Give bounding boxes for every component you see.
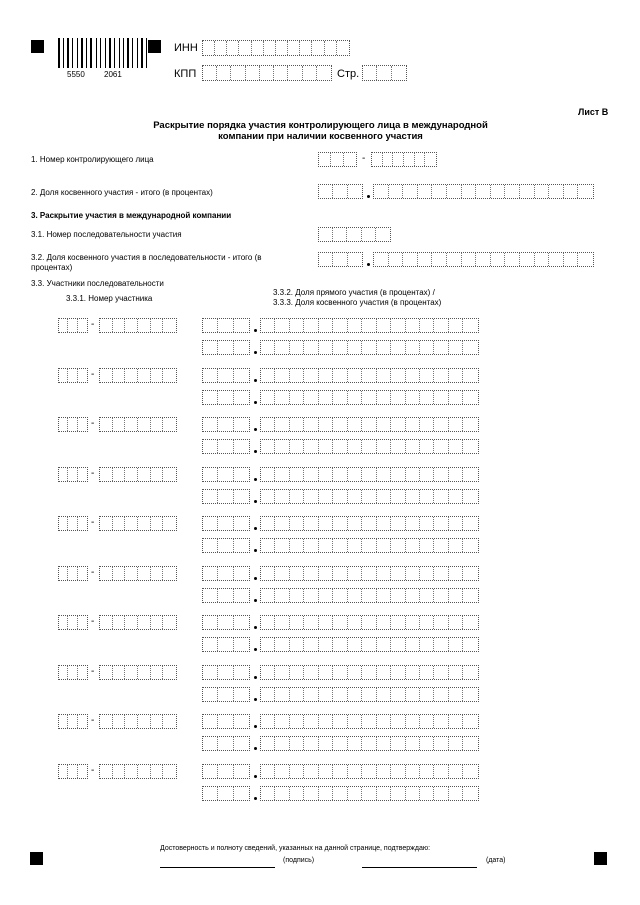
indirect-share-decimal-point [254,351,257,354]
corner-marker-top-left [31,40,44,53]
participant-number-field[interactable] [99,516,177,531]
participant-number-prefix[interactable] [58,566,88,581]
direct-share-decimal-point [254,775,257,778]
barcode-number-right: 2061 [104,70,122,79]
direct-share-integer[interactable] [202,764,250,779]
participant-number-dash: - [91,517,95,528]
barcode-number-left: 5550 [67,70,85,79]
confirmation-text: Достоверность и полноту сведений, указанных на данной странице, подтверждаю: [160,845,431,852]
indirect-share-total-integer[interactable] [318,184,363,199]
participant-number-prefix[interactable] [58,615,88,630]
participant-number-prefix[interactable] [58,764,88,779]
participant-number-field[interactable] [99,417,177,432]
indirect-share-integer[interactable] [202,489,250,504]
participant-number-prefix[interactable] [58,467,88,482]
indirect-share-fraction[interactable] [260,637,479,652]
indirect-share-decimal-point [254,450,257,453]
direct-share-fraction[interactable] [260,516,479,531]
indirect-share-fraction[interactable] [260,786,479,801]
participant-number-field[interactable] [99,615,177,630]
participant-number-dash: - [91,369,95,380]
indirect-share-fraction[interactable] [260,538,479,553]
indirect-share-total-decimal-point [367,195,370,198]
direct-share-integer[interactable] [202,417,250,432]
indirect-share-integer[interactable] [202,687,250,702]
direct-share-integer[interactable] [202,615,250,630]
indirect-share-integer[interactable] [202,340,250,355]
direct-share-fraction[interactable] [260,665,479,680]
page-number-field[interactable] [362,65,407,81]
direct-share-decimal-point [254,428,257,431]
indirect-share-integer[interactable] [202,439,250,454]
direct-share-integer[interactable] [202,566,250,581]
participant-number-field[interactable] [99,318,177,333]
direct-share-decimal-point [254,676,257,679]
direct-share-fraction[interactable] [260,566,479,581]
controlling-person-number-field[interactable] [371,152,437,167]
direct-share-decimal-point [254,527,257,530]
kpp-label: КПП [174,68,197,80]
indirect-share-decimal-point [254,599,257,602]
sequence-indirect-share-fraction[interactable] [373,252,594,267]
sequence-indirect-share-integer[interactable] [318,252,363,267]
participant-number-label: 3.3.1. Номер участника [66,294,153,303]
participant-number-dash: - [91,616,95,627]
direct-share-integer[interactable] [202,516,250,531]
sequence-indirect-share-label: 3.2. Доля косвенного участия в последовательности - итого (в процентах) [31,253,262,272]
indirect-share-total-label: 2. Доля косвенного участия - итого (в процентах) [31,188,213,197]
participant-number-prefix[interactable] [58,417,88,432]
indirect-share-integer[interactable] [202,588,250,603]
indirect-share-total-fraction[interactable] [373,184,594,199]
controlling-person-number-prefix[interactable] [318,152,357,167]
indirect-share-decimal-point [254,549,257,552]
direct-share-integer[interactable] [202,467,250,482]
direct-share-decimal-point [254,379,257,382]
corner-marker-bottom-right [594,852,607,865]
participant-number-field[interactable] [99,764,177,779]
indirect-share-decimal-point [254,797,257,800]
indirect-share-fraction[interactable] [260,489,479,504]
participant-number-dash: - [91,567,95,578]
direct-share-fraction[interactable] [260,368,479,383]
participant-number-prefix[interactable] [58,714,88,729]
participant-number-prefix[interactable] [58,368,88,383]
indirect-share-decimal-point [254,648,257,651]
participant-number-prefix[interactable] [58,665,88,680]
direct-share-decimal-point [254,329,257,332]
indirect-share-integer[interactable] [202,786,250,801]
direct-share-fraction[interactable] [260,764,479,779]
participant-number-prefix[interactable] [58,516,88,531]
participant-number-dash: - [91,418,95,429]
participant-number-field[interactable] [99,665,177,680]
indirect-share-fraction[interactable] [260,687,479,702]
signature-label: (подпись) [283,857,315,864]
corner-marker-top-right [148,40,161,53]
participant-number-field[interactable] [99,714,177,729]
participant-number-field[interactable] [99,467,177,482]
indirect-share-decimal-point [254,698,257,701]
page-number-label: Стр. [337,68,360,80]
sequence-indirect-share-decimal-point [367,263,370,266]
indirect-share-integer[interactable] [202,538,250,553]
indirect-share-label: 3.3.3. Доля косвенного участия (в процентах) [273,298,442,307]
sequence-number-label: 3.1. Номер последовательности участия [31,230,182,239]
indirect-share-integer[interactable] [202,390,250,405]
indirect-share-fraction[interactable] [260,439,479,454]
sequence-number-field[interactable] [318,227,391,242]
sequence-participants-label: 3.3. Участники последовательности [31,279,164,288]
indirect-share-fraction[interactable] [260,736,479,751]
direct-share-integer[interactable] [202,368,250,383]
participant-number-dash: - [91,468,95,479]
indirect-share-fraction[interactable] [260,340,479,355]
participant-number-dash: - [91,319,95,330]
indirect-share-fraction[interactable] [260,588,479,603]
date-line[interactable] [362,867,477,868]
direct-share-fraction[interactable] [260,318,479,333]
direct-share-label: 3.3.2. Доля прямого участия (в процентах) / [273,288,435,297]
direct-share-fraction[interactable] [260,417,479,432]
indirect-share-fraction[interactable] [260,390,479,405]
indirect-share-decimal-point [254,747,257,750]
direct-share-decimal-point [254,626,257,629]
participant-number-dash: - [91,765,95,776]
signature-line[interactable] [160,867,275,868]
direct-share-decimal-point [254,577,257,580]
direct-share-fraction[interactable] [260,615,479,630]
controlling-person-number-label: 1. Номер контролирующего лица [31,155,154,164]
direct-share-fraction[interactable] [260,467,479,482]
direct-share-fraction[interactable] [260,714,479,729]
direct-share-integer[interactable] [202,665,250,680]
indirect-share-integer[interactable] [202,736,250,751]
controlling-person-number-dash: - [362,153,366,164]
kpp-field[interactable] [202,65,332,81]
direct-share-integer[interactable] [202,318,250,333]
participant-number-field[interactable] [99,566,177,581]
indirect-share-decimal-point [254,500,257,503]
page-title: Раскрытие порядка участия контролирующего лица в международной компании при наличии косвенного участия [153,120,488,142]
participant-number-field[interactable] [99,368,177,383]
indirect-share-decimal-point [254,401,257,404]
direct-share-decimal-point [254,725,257,728]
participant-number-dash: - [91,715,95,726]
direct-share-decimal-point [254,478,257,481]
corner-marker-bottom-left [30,852,43,865]
participant-number-prefix[interactable] [58,318,88,333]
barcode-icon [58,38,136,68]
participant-number-dash: - [91,666,95,677]
indirect-share-integer[interactable] [202,637,250,652]
section-3-heading: 3. Раскрытие участия в международной компании [31,211,232,220]
direct-share-integer[interactable] [202,714,250,729]
sheet-label: Лист В [578,107,609,117]
inn-field[interactable] [202,40,350,56]
inn-label: ИНН [174,42,198,54]
date-label: (дата) [486,857,506,864]
